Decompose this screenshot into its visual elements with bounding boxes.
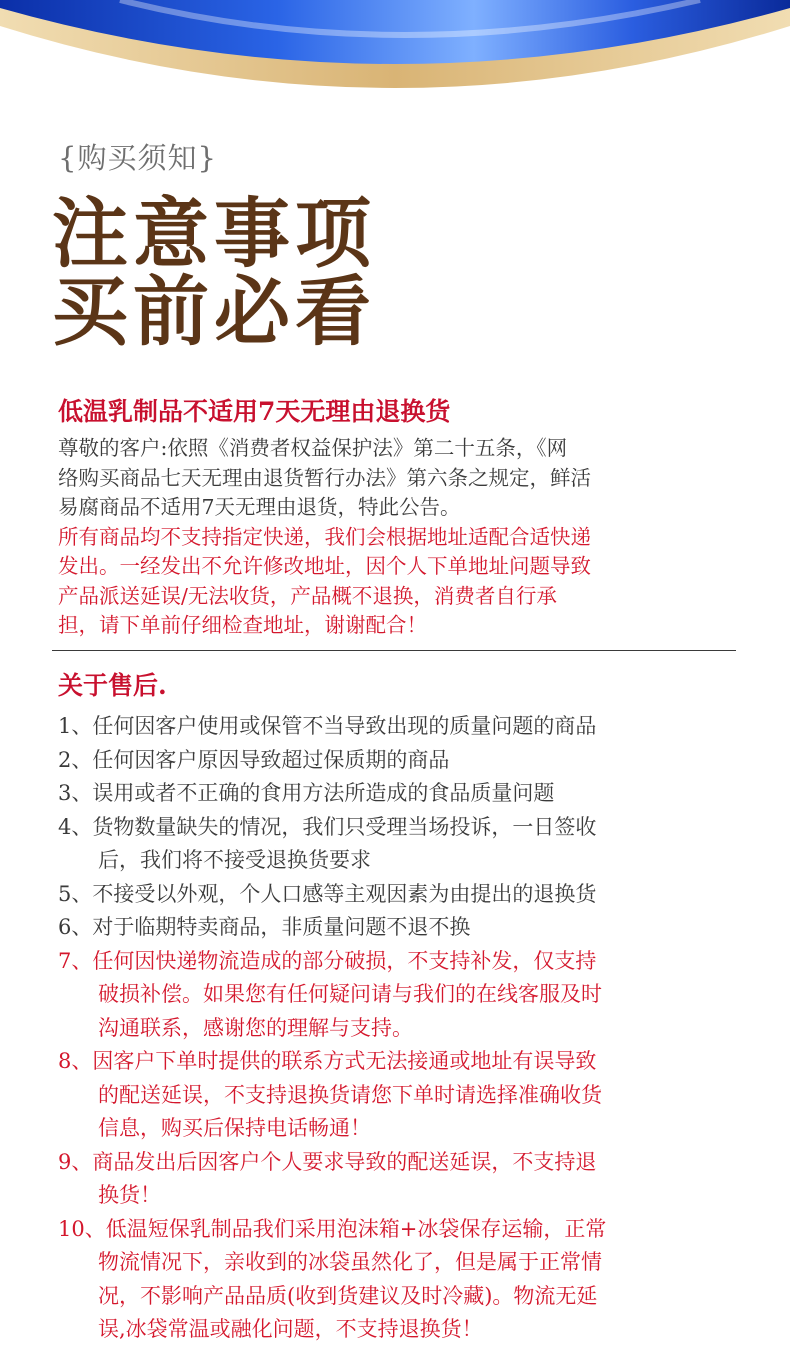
list-item-line: 3、误用或者不正确的食用方法所造成的食品质量问题	[58, 781, 555, 805]
section-divider	[52, 650, 736, 651]
list-item-line: 换货！	[98, 1183, 161, 1207]
notice-warning-line: 发出。一经发出不允许修改地址，因个人下单地址问题导致	[58, 554, 591, 578]
aftersale-title: 关于售后.	[58, 671, 167, 700]
list-item	[58, 945, 758, 1046]
list-item-line: 5、不接受以外观，个人口感等主观因素为由提出的退换货	[58, 881, 597, 906]
notice-line: 易腐商品不适用7天无理由退货，特此公告。	[58, 495, 461, 519]
list-item	[58, 1213, 758, 1347]
notice-line: 络购买商品七天无理由退货暂行办法》第六条之规定，鲜活	[58, 465, 591, 490]
header-banner	[0, 0, 790, 110]
notice-text	[58, 434, 748, 641]
list-item	[58, 744, 758, 778]
list-item-line: 物流情况下，亲收到的冰袋虽然化了，但是属于正常情	[98, 1250, 602, 1274]
list-item	[58, 777, 758, 811]
list-item	[58, 811, 758, 878]
list-item	[58, 911, 758, 945]
list-item-line: 10、低温短保乳制品我们采用泡沫箱+冰袋保存运输，正常	[58, 1216, 607, 1241]
list-item-line: 况，不影响产品品质(收到货建议及时冷藏)。物流无延	[98, 1283, 598, 1308]
list-item-line: 的配送延误，不支持退换货请您下单时请选择准确收货	[98, 1082, 602, 1107]
headline-read-before-buy: 买前必看	[52, 267, 376, 356]
list-item-line: 后，我们将不接受退换货要求	[98, 848, 371, 872]
list-item	[58, 1146, 758, 1213]
list-item-line: 2、任何因客户原因导致超过保质期的商品	[58, 747, 450, 772]
notice-warning-line: 所有商品均不支持指定快递，我们会根据地址适配合适快递	[58, 524, 591, 549]
aftersale-list	[58, 710, 758, 1347]
list-item-line: 信息，购买后保持电话畅通！	[98, 1116, 371, 1140]
list-item-line: 1、任何因客户使用或保管不当导致出现的质量问题的商品	[58, 714, 597, 738]
list-item	[58, 878, 758, 912]
list-item-line: 沟通联系，感谢您的理解与支持。	[98, 1015, 413, 1040]
list-item	[58, 710, 758, 744]
list-item	[58, 1045, 758, 1146]
notice-line: 尊敬的客户:依照《消费者权益保护法》第二十五条，《网	[58, 436, 568, 460]
headline-attention: 注意事项	[52, 189, 376, 278]
list-item-line: 8、因客户下单时提供的联系方式无法接通或地址有误导致	[58, 1049, 597, 1073]
list-item-line: 破损补偿。如果您有任何疑问请与我们的在线客服及时	[98, 982, 602, 1006]
list-item-line: 6、对于临期特卖商品，非质量问题不退不换	[58, 915, 471, 939]
list-item-line: 7、任何因快递物流造成的部分破损，不支持补发，仅支持	[58, 948, 597, 973]
notice-title: 低温乳制品不适用7天无理由退换货	[58, 397, 451, 426]
list-item-line: 4、货物数量缺失的情况，我们只受理当场投诉，一日签收	[58, 814, 597, 839]
notice-warning-line: 产品派送延误/无法收货，产品概不退换，消费者自行承	[58, 583, 557, 608]
section-tag: {购买须知}	[58, 141, 217, 175]
list-item-line: 9、商品发出后因客户个人要求导致的配送延误，不支持退	[58, 1149, 597, 1174]
notice-warning-line: 担，请下单前仔细检查地址，谢谢配合！	[58, 613, 427, 637]
list-item-line: 误,冰袋常温或融化问题，不支持退换货！	[98, 1317, 483, 1341]
